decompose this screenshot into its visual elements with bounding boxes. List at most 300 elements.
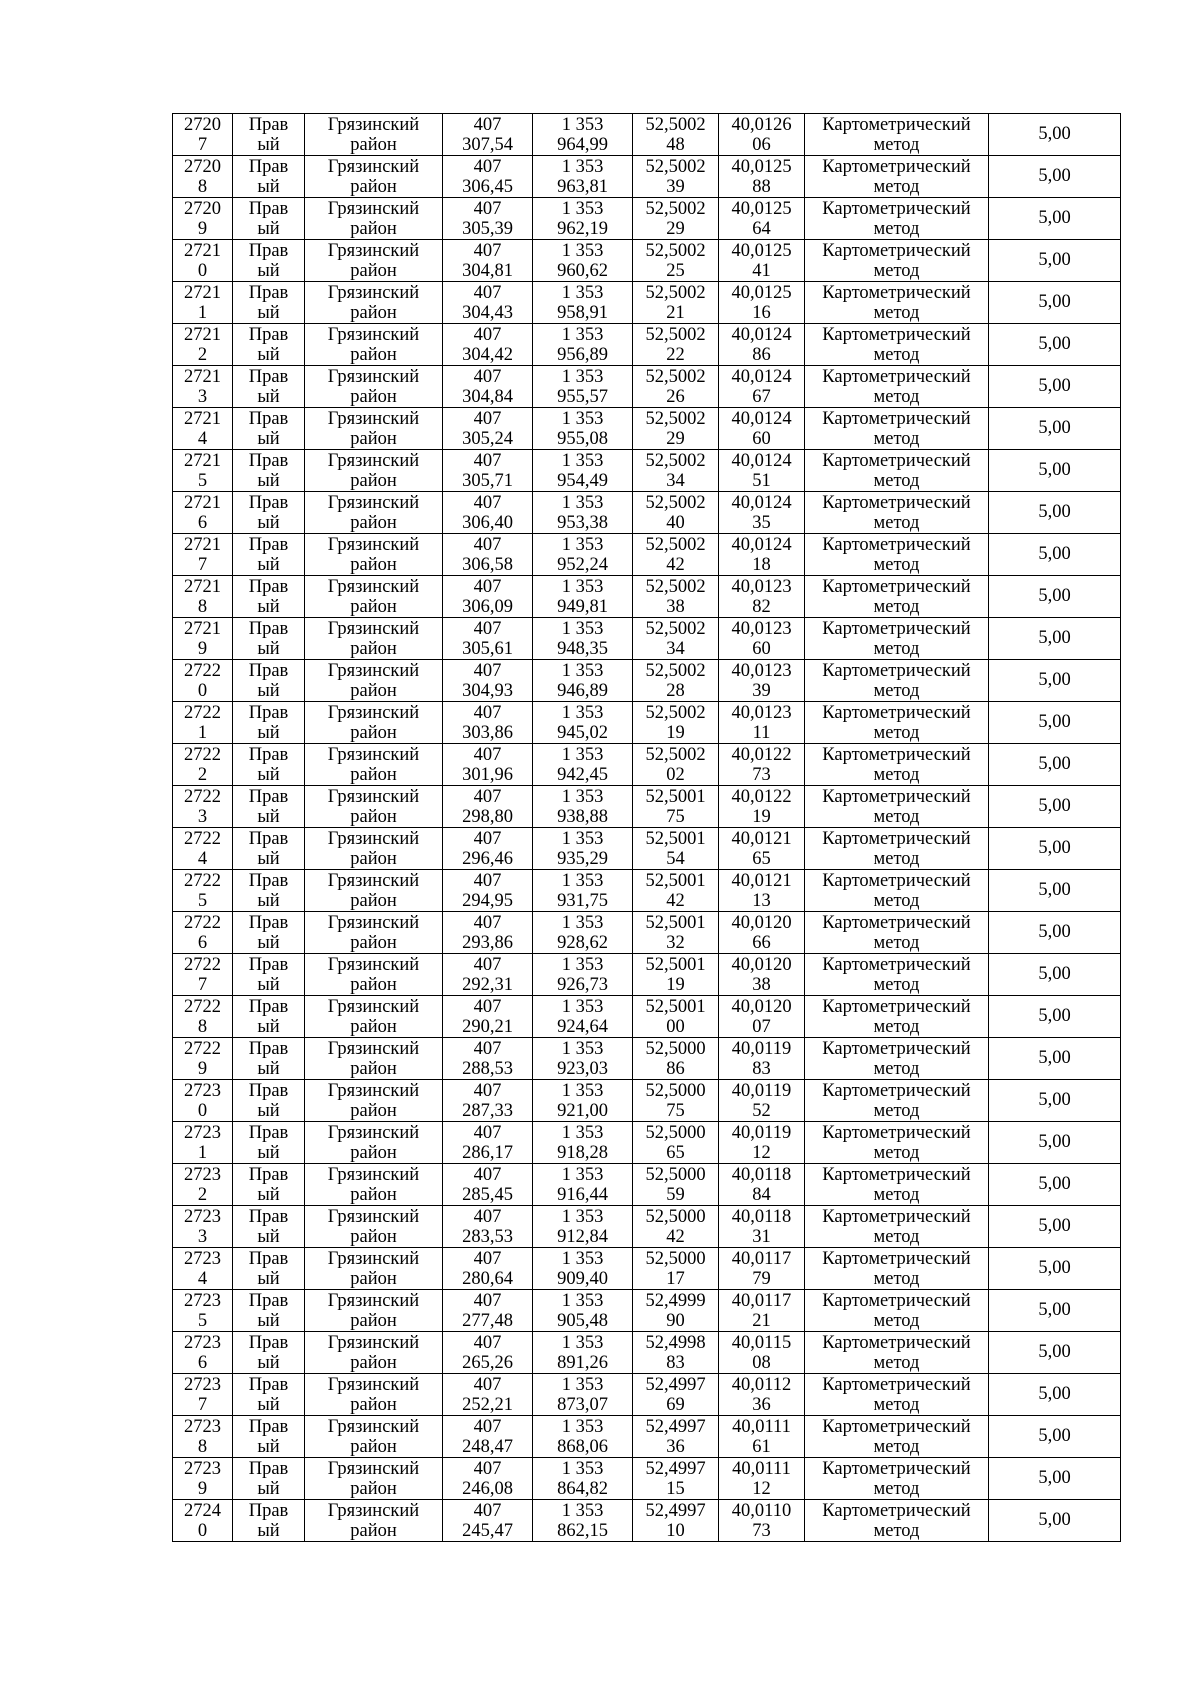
district-part-1: Грязинский xyxy=(327,198,420,219)
point-number-cell xyxy=(173,1290,233,1332)
point-number-part-1: 2723 xyxy=(184,1416,221,1437)
method-cell xyxy=(805,450,989,492)
point-number-part-2: 7 xyxy=(197,554,208,575)
latitude-part-2: 42 xyxy=(666,1226,685,1247)
latitude-cell xyxy=(633,198,719,240)
x-coordinate-cell xyxy=(443,1122,533,1164)
accuracy-value: 5,00 xyxy=(1038,166,1071,186)
y-coordinate-cell xyxy=(533,450,633,492)
longitude-cell xyxy=(719,1164,805,1206)
y-coordinate-part-1: 1 353 xyxy=(561,744,604,765)
district-part-2: район xyxy=(350,596,397,617)
longitude-part-2: 73 xyxy=(752,764,771,785)
longitude-part-1: 40,0120 xyxy=(731,954,792,975)
longitude-part-1: 40,0119 xyxy=(731,1038,792,1059)
bank-side-cell xyxy=(233,1416,305,1458)
latitude-part-2: 34 xyxy=(666,638,685,659)
x-coordinate-part-1: 407 xyxy=(473,870,502,891)
point-number-part-2: 6 xyxy=(197,512,208,533)
x-coordinate-cell xyxy=(443,618,533,660)
table-row xyxy=(173,1332,1121,1374)
longitude-part-1: 40,0111 xyxy=(732,1458,791,1479)
bank-side-cell xyxy=(233,954,305,996)
bank-side-part-2: ый xyxy=(257,1016,280,1037)
bank-side-part-1: Прав xyxy=(248,786,289,807)
district-cell xyxy=(305,240,443,282)
accuracy-value: 5,00 xyxy=(1038,922,1071,942)
longitude-part-2: 06 xyxy=(752,134,771,155)
method-part-1: Картометрический xyxy=(822,1332,971,1353)
y-coordinate-part-1: 1 353 xyxy=(561,282,604,303)
method-part-2: метод xyxy=(873,1226,920,1247)
method-part-2: метод xyxy=(873,302,920,323)
y-coordinate-part-1: 1 353 xyxy=(561,114,604,135)
x-coordinate-cell xyxy=(443,240,533,282)
table-body xyxy=(173,114,1121,1542)
longitude-part-2: 51 xyxy=(752,470,771,491)
y-coordinate-part-2: 942,45 xyxy=(557,764,608,785)
bank-side-cell xyxy=(233,198,305,240)
latitude-part-2: 32 xyxy=(666,932,685,953)
y-coordinate-part-1: 1 353 xyxy=(561,1164,604,1185)
bank-side-cell xyxy=(233,1164,305,1206)
method-part-1: Картометрический xyxy=(822,1080,971,1101)
district-part-2: район xyxy=(350,260,397,281)
longitude-part-1: 40,0123 xyxy=(731,660,792,681)
accuracy-cell xyxy=(989,408,1121,450)
y-coordinate-part-1: 1 353 xyxy=(561,366,604,387)
y-coordinate-cell xyxy=(533,786,633,828)
bank-side-cell xyxy=(233,366,305,408)
method-cell xyxy=(805,1206,989,1248)
bank-side-cell xyxy=(233,1206,305,1248)
x-coordinate-part-1: 407 xyxy=(473,1500,502,1521)
latitude-cell xyxy=(633,870,719,912)
longitude-cell xyxy=(719,786,805,828)
x-coordinate-part-2: 292,31 xyxy=(462,974,513,995)
x-coordinate-cell xyxy=(443,702,533,744)
accuracy-value: 5,00 xyxy=(1038,880,1071,900)
x-coordinate-part-1: 407 xyxy=(473,1080,502,1101)
x-coordinate-cell xyxy=(443,912,533,954)
district-part-1: Грязинский xyxy=(327,114,420,135)
bank-side-part-2: ый xyxy=(257,470,280,491)
latitude-cell xyxy=(633,1122,719,1164)
x-coordinate-part-1: 407 xyxy=(473,114,502,135)
latitude-part-2: 75 xyxy=(666,806,685,827)
district-cell xyxy=(305,912,443,954)
x-coordinate-part-1: 407 xyxy=(473,1248,502,1269)
longitude-part-1: 40,0123 xyxy=(731,576,792,597)
longitude-cell xyxy=(719,240,805,282)
x-coordinate-part-2: 248,47 xyxy=(462,1436,513,1457)
method-cell xyxy=(805,702,989,744)
x-coordinate-cell xyxy=(443,660,533,702)
latitude-part-1: 52,4997 xyxy=(645,1458,706,1479)
point-number-part-2: 3 xyxy=(197,386,208,407)
point-number-part-2: 4 xyxy=(197,428,208,449)
table-row xyxy=(173,786,1121,828)
latitude-cell xyxy=(633,1416,719,1458)
latitude-part-2: 69 xyxy=(666,1394,685,1415)
district-part-1: Грязинский xyxy=(327,1416,420,1437)
accuracy-cell xyxy=(989,1374,1121,1416)
method-part-2: метод xyxy=(873,1478,920,1499)
x-coordinate-part-1: 407 xyxy=(473,324,502,345)
method-part-1: Картометрический xyxy=(822,1374,971,1395)
bank-side-cell xyxy=(233,912,305,954)
longitude-part-2: 12 xyxy=(752,1478,771,1499)
bank-side-part-1: Прав xyxy=(248,156,289,177)
table-row xyxy=(173,1206,1121,1248)
longitude-part-1: 40,0110 xyxy=(731,1500,792,1521)
accuracy-value: 5,00 xyxy=(1038,670,1071,690)
y-coordinate-part-2: 935,29 xyxy=(557,848,608,869)
x-coordinate-part-2: 305,61 xyxy=(462,638,513,659)
method-part-1: Картометрический xyxy=(822,1416,971,1437)
method-part-2: метод xyxy=(873,1016,920,1037)
latitude-part-1: 52,4997 xyxy=(645,1416,706,1437)
method-part-1: Картометрический xyxy=(822,1164,971,1185)
longitude-part-1: 40,0118 xyxy=(731,1164,792,1185)
longitude-cell xyxy=(719,912,805,954)
longitude-part-2: 60 xyxy=(752,428,771,449)
method-part-1: Картометрический xyxy=(822,1458,971,1479)
bank-side-part-2: ый xyxy=(257,512,280,533)
accuracy-cell xyxy=(989,660,1121,702)
bank-side-part-2: ый xyxy=(257,890,280,911)
y-coordinate-part-2: 955,08 xyxy=(557,428,608,449)
district-part-1: Грязинский xyxy=(327,1080,420,1101)
longitude-cell xyxy=(719,954,805,996)
point-number-part-2: 9 xyxy=(197,1058,208,1079)
bank-side-part-2: ый xyxy=(257,974,280,995)
coordinates-table xyxy=(172,113,1121,1542)
longitude-part-2: 60 xyxy=(752,638,771,659)
latitude-cell xyxy=(633,366,719,408)
y-coordinate-part-2: 962,19 xyxy=(557,218,608,239)
x-coordinate-part-1: 407 xyxy=(473,1458,502,1479)
y-coordinate-part-2: 862,15 xyxy=(557,1520,608,1541)
accuracy-value: 5,00 xyxy=(1038,796,1071,816)
point-number-part-1: 2723 xyxy=(184,1080,221,1101)
y-coordinate-part-1: 1 353 xyxy=(561,954,604,975)
latitude-part-1: 52,5002 xyxy=(645,744,706,765)
y-coordinate-part-1: 1 353 xyxy=(561,450,604,471)
longitude-part-2: 07 xyxy=(752,1016,771,1037)
y-coordinate-cell xyxy=(533,618,633,660)
method-cell xyxy=(805,198,989,240)
longitude-cell xyxy=(719,870,805,912)
latitude-cell xyxy=(633,450,719,492)
point-number-cell xyxy=(173,240,233,282)
y-coordinate-cell xyxy=(533,1080,633,1122)
x-coordinate-cell xyxy=(443,450,533,492)
latitude-cell xyxy=(633,786,719,828)
point-number-part-2: 2 xyxy=(197,764,208,785)
bank-side-part-2: ый xyxy=(257,638,280,659)
longitude-part-2: 65 xyxy=(752,848,771,869)
point-number-part-1: 2720 xyxy=(184,198,221,219)
latitude-part-1: 52,5001 xyxy=(645,786,706,807)
accuracy-value: 5,00 xyxy=(1038,628,1071,648)
y-coordinate-part-2: 926,73 xyxy=(557,974,608,995)
latitude-part-2: 17 xyxy=(666,1268,685,1289)
accuracy-cell xyxy=(989,618,1121,660)
method-part-2: метод xyxy=(873,638,920,659)
method-part-2: метод xyxy=(873,848,920,869)
method-part-2: метод xyxy=(873,386,920,407)
bank-side-part-2: ый xyxy=(257,1226,280,1247)
x-coordinate-cell xyxy=(443,828,533,870)
y-coordinate-cell xyxy=(533,1038,633,1080)
accuracy-cell xyxy=(989,534,1121,576)
point-number-part-2: 5 xyxy=(197,1310,208,1331)
x-coordinate-part-1: 407 xyxy=(473,786,502,807)
longitude-part-1: 40,0111 xyxy=(732,1416,791,1437)
method-part-1: Картометрический xyxy=(822,1206,971,1227)
longitude-part-2: 79 xyxy=(752,1268,771,1289)
longitude-part-1: 40,0124 xyxy=(731,492,792,513)
table-row xyxy=(173,366,1121,408)
method-part-2: метод xyxy=(873,1520,920,1541)
district-part-2: район xyxy=(350,1016,397,1037)
y-coordinate-part-2: 964,99 xyxy=(557,134,608,155)
latitude-cell xyxy=(633,576,719,618)
point-number-part-1: 2723 xyxy=(184,1290,221,1311)
longitude-cell xyxy=(719,1080,805,1122)
longitude-cell xyxy=(719,660,805,702)
x-coordinate-part-1: 407 xyxy=(473,492,502,513)
accuracy-cell xyxy=(989,240,1121,282)
longitude-part-2: 16 xyxy=(752,302,771,323)
method-part-1: Картометрический xyxy=(822,1038,971,1059)
latitude-part-2: 34 xyxy=(666,470,685,491)
y-coordinate-cell xyxy=(533,1248,633,1290)
point-number-cell xyxy=(173,534,233,576)
accuracy-cell xyxy=(989,744,1121,786)
longitude-cell xyxy=(719,1248,805,1290)
y-coordinate-part-2: 905,48 xyxy=(557,1310,608,1331)
bank-side-cell xyxy=(233,1374,305,1416)
accuracy-cell xyxy=(989,114,1121,156)
district-part-2: район xyxy=(350,1436,397,1457)
district-part-1: Грязинский xyxy=(327,1458,420,1479)
longitude-cell xyxy=(719,1038,805,1080)
point-number-part-2: 3 xyxy=(197,1226,208,1247)
y-coordinate-part-1: 1 353 xyxy=(561,786,604,807)
latitude-cell xyxy=(633,660,719,702)
x-coordinate-cell xyxy=(443,576,533,618)
x-coordinate-part-1: 407 xyxy=(473,1206,502,1227)
latitude-part-2: 25 xyxy=(666,260,685,281)
bank-side-cell xyxy=(233,1122,305,1164)
latitude-part-1: 52,4999 xyxy=(645,1290,706,1311)
method-cell xyxy=(805,240,989,282)
longitude-part-2: 61 xyxy=(752,1436,771,1457)
district-cell xyxy=(305,534,443,576)
method-cell xyxy=(805,114,989,156)
bank-side-part-1: Прав xyxy=(248,240,289,261)
point-number-part-2: 3 xyxy=(197,806,208,827)
x-coordinate-cell xyxy=(443,786,533,828)
longitude-part-1: 40,0117 xyxy=(731,1290,792,1311)
table-row xyxy=(173,702,1121,744)
bank-side-cell xyxy=(233,618,305,660)
x-coordinate-cell xyxy=(443,114,533,156)
district-cell xyxy=(305,618,443,660)
y-coordinate-cell xyxy=(533,1416,633,1458)
accuracy-cell xyxy=(989,1164,1121,1206)
point-number-part-1: 2722 xyxy=(184,1038,221,1059)
y-coordinate-part-1: 1 353 xyxy=(561,1500,604,1521)
point-number-part-1: 2723 xyxy=(184,1206,221,1227)
latitude-cell xyxy=(633,996,719,1038)
point-number-part-2: 0 xyxy=(197,1520,208,1541)
longitude-cell xyxy=(719,1458,805,1500)
district-cell xyxy=(305,1374,443,1416)
x-coordinate-part-1: 407 xyxy=(473,1332,502,1353)
x-coordinate-part-2: 306,40 xyxy=(462,512,513,533)
bank-side-cell xyxy=(233,1500,305,1542)
y-coordinate-cell xyxy=(533,1458,633,1500)
district-part-1: Грязинский xyxy=(327,954,420,975)
table-row xyxy=(173,114,1121,156)
latitude-cell xyxy=(633,324,719,366)
latitude-part-1: 52,5000 xyxy=(645,1080,706,1101)
method-part-1: Картометрический xyxy=(822,450,971,471)
latitude-part-1: 52,5002 xyxy=(645,660,706,681)
district-part-2: район xyxy=(350,554,397,575)
bank-side-part-1: Прав xyxy=(248,1080,289,1101)
longitude-part-1: 40,0118 xyxy=(731,1206,792,1227)
y-coordinate-cell xyxy=(533,1500,633,1542)
method-cell xyxy=(805,954,989,996)
x-coordinate-part-2: 290,21 xyxy=(462,1016,513,1037)
district-part-2: район xyxy=(350,428,397,449)
point-number-part-2: 1 xyxy=(197,722,208,743)
bank-side-part-1: Прав xyxy=(248,1374,289,1395)
method-cell xyxy=(805,366,989,408)
y-coordinate-part-1: 1 353 xyxy=(561,1038,604,1059)
point-number-cell xyxy=(173,660,233,702)
bank-side-part-1: Прав xyxy=(248,996,289,1017)
point-number-part-1: 2722 xyxy=(184,996,221,1017)
y-coordinate-cell xyxy=(533,870,633,912)
table-row xyxy=(173,282,1121,324)
bank-side-part-1: Прав xyxy=(248,618,289,639)
district-cell xyxy=(305,408,443,450)
point-number-cell xyxy=(173,618,233,660)
longitude-part-2: 31 xyxy=(752,1226,771,1247)
accuracy-cell xyxy=(989,828,1121,870)
accuracy-cell xyxy=(989,492,1121,534)
latitude-part-2: 39 xyxy=(666,176,685,197)
y-coordinate-part-2: 912,84 xyxy=(557,1226,608,1247)
x-coordinate-cell xyxy=(443,1416,533,1458)
latitude-part-1: 52,4998 xyxy=(645,1332,706,1353)
x-coordinate-part-1: 407 xyxy=(473,1038,502,1059)
bank-side-part-1: Прав xyxy=(248,1416,289,1437)
bank-side-cell xyxy=(233,828,305,870)
longitude-cell xyxy=(719,1206,805,1248)
y-coordinate-cell xyxy=(533,114,633,156)
y-coordinate-cell xyxy=(533,996,633,1038)
bank-side-cell xyxy=(233,870,305,912)
point-number-part-1: 2723 xyxy=(184,1332,221,1353)
x-coordinate-cell xyxy=(443,282,533,324)
longitude-part-2: 66 xyxy=(752,932,771,953)
accuracy-value: 5,00 xyxy=(1038,208,1071,228)
y-coordinate-part-1: 1 353 xyxy=(561,492,604,513)
latitude-part-2: 28 xyxy=(666,680,685,701)
longitude-part-1: 40,0124 xyxy=(731,408,792,429)
point-number-cell xyxy=(173,1374,233,1416)
point-number-part-1: 2721 xyxy=(184,576,221,597)
point-number-part-1: 2722 xyxy=(184,912,221,933)
point-number-part-2: 4 xyxy=(197,1268,208,1289)
method-cell xyxy=(805,408,989,450)
x-coordinate-cell xyxy=(443,1206,533,1248)
longitude-part-1: 40,0123 xyxy=(731,618,792,639)
x-coordinate-part-1: 407 xyxy=(473,954,502,975)
point-number-cell xyxy=(173,1080,233,1122)
bank-side-part-1: Прав xyxy=(248,198,289,219)
table-row xyxy=(173,408,1121,450)
point-number-cell xyxy=(173,282,233,324)
district-part-2: район xyxy=(350,638,397,659)
table-row xyxy=(173,492,1121,534)
longitude-part-1: 40,0119 xyxy=(731,1122,792,1143)
method-cell xyxy=(805,156,989,198)
district-part-1: Грязинский xyxy=(327,1038,420,1059)
method-cell xyxy=(805,282,989,324)
x-coordinate-cell xyxy=(443,156,533,198)
district-part-1: Грязинский xyxy=(327,282,420,303)
table-row xyxy=(173,1500,1121,1542)
district-cell xyxy=(305,1332,443,1374)
y-coordinate-part-2: 956,89 xyxy=(557,344,608,365)
latitude-part-1: 52,5001 xyxy=(645,912,706,933)
accuracy-value: 5,00 xyxy=(1038,376,1071,396)
y-coordinate-cell xyxy=(533,702,633,744)
y-coordinate-part-2: 960,62 xyxy=(557,260,608,281)
accuracy-value: 5,00 xyxy=(1038,754,1071,774)
longitude-part-1: 40,0124 xyxy=(731,450,792,471)
latitude-cell xyxy=(633,1038,719,1080)
y-coordinate-part-1: 1 353 xyxy=(561,870,604,891)
bank-side-cell xyxy=(233,1248,305,1290)
district-part-2: район xyxy=(350,848,397,869)
table-row xyxy=(173,156,1121,198)
method-part-1: Картометрический xyxy=(822,576,971,597)
x-coordinate-part-2: 283,53 xyxy=(462,1226,513,1247)
district-part-1: Грязинский xyxy=(327,702,420,723)
method-cell xyxy=(805,1458,989,1500)
longitude-cell xyxy=(719,366,805,408)
district-cell xyxy=(305,450,443,492)
method-part-1: Картометрический xyxy=(822,408,971,429)
accuracy-value: 5,00 xyxy=(1038,1090,1071,1110)
district-cell xyxy=(305,282,443,324)
y-coordinate-part-1: 1 353 xyxy=(561,702,604,723)
longitude-part-2: 12 xyxy=(752,1142,771,1163)
accuracy-value: 5,00 xyxy=(1038,1510,1071,1530)
bank-side-part-1: Прав xyxy=(248,828,289,849)
latitude-part-1: 52,5002 xyxy=(645,534,706,555)
y-coordinate-cell xyxy=(533,1374,633,1416)
latitude-part-1: 52,5001 xyxy=(645,954,706,975)
